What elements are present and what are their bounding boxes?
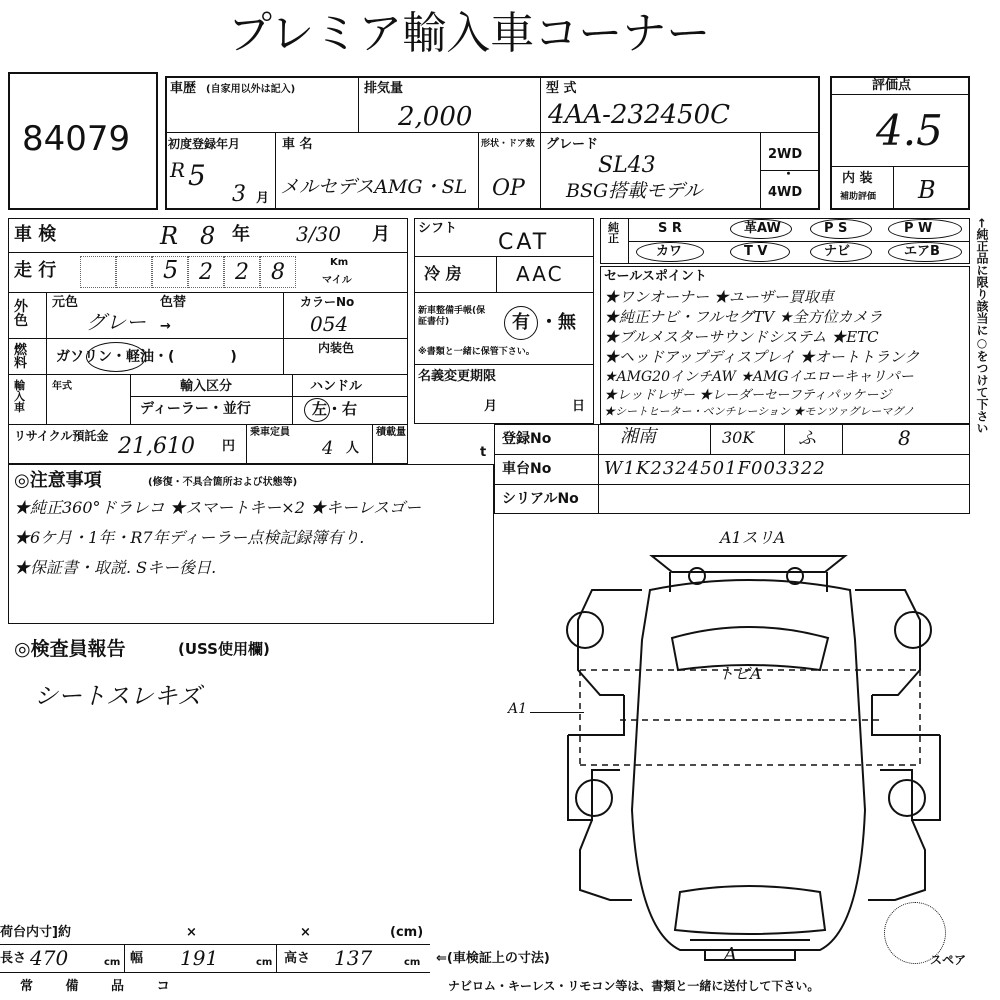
inspector-sub: (USS使用欄) [178,640,270,658]
registration-number: 8 [898,426,911,450]
width-unit: cm [256,957,273,968]
width-label: 幅 [130,951,144,966]
import-type-value: ディーラー・並行 [140,401,251,417]
equipment-item: P W [904,221,933,236]
exterior-arrow: → [160,319,171,334]
import-side-label: 輸入車 [14,379,25,414]
recycle-label: リサイクル預託金 [14,429,109,443]
exterior-orig-value: グレー [86,310,146,334]
mileage-label: 走 行 [14,260,57,281]
dims-x1: × [186,925,197,940]
chassis-value: W1K2324501F003322 [604,458,826,479]
equipment-circle [810,242,872,262]
registration-label: 登録No [502,431,552,447]
handle-value: 左・右 [312,400,358,418]
sales-point-line: ★純正ナビ・フルセグTV ★全方位カメラ [604,308,883,326]
sales-point-line: ★AMG20インチAW ★AMGイエローキャリパー [604,369,914,385]
exterior-orig-label: 元色 [52,295,79,310]
score-value: 4.5 [876,106,943,155]
handle-label: ハンドル [310,379,363,394]
equipment-item: ナビ [824,244,851,259]
fuel-options: ガソリン・軽油・( ) [56,349,237,365]
displacement-label: 排気量 [364,81,404,96]
lot-number: 84079 [22,119,131,159]
history-note: (自家用以外は記入) [206,84,296,95]
mileage-digit: 2 [235,260,249,285]
exterior-change-label: 色替 [160,295,187,310]
interior-label: 内 装 [842,171,873,186]
page-title: プレミア輸入車コーナー [228,8,711,59]
inspection-era: R [160,222,179,250]
inspector-value: シートスレキズ [34,682,202,710]
equipment-item: P S [824,221,848,236]
capacity-value: 4 [322,438,334,459]
inspection-year-unit: 年 [232,224,250,245]
load-unit: t [480,445,487,460]
mileage-digit: 5 [163,256,179,284]
equipment-item: エアB [904,244,940,259]
width-value: 191 [180,946,219,970]
equipment-item: カワ [656,244,683,259]
registration-kana: ふ [798,428,816,449]
exterior-label: 外色 [14,299,28,329]
equipment-circle [636,242,704,262]
equipment-circle [888,242,962,262]
load-label: 積載量 [376,427,406,438]
mileage-unit-km: Km [330,257,349,268]
capacity-unit: 人 [346,441,360,456]
notes-sub: (修復・不具合箇所および状態等) [148,477,298,488]
color-no-value: 054 [310,312,349,336]
drive-2wd: 2WD [768,147,803,162]
equipment-circle [730,242,790,262]
accessories-note: ナビロム・キーレス・リモコン等は、書類と一緒に送付して下さい。 [448,979,820,993]
serial-label: シリアルNo [502,491,579,507]
capacity-label: 乗車定員 [250,427,290,438]
length-unit: cm [104,957,121,968]
diagram-windshield-note: トビA [718,664,762,683]
equipment-label: 純正 [608,221,619,245]
shape-label: 形状・ドア数 [481,139,535,149]
interior-sublabel: 補助評価 [840,192,877,202]
shift-value: CAT [498,230,550,255]
inner-dims-label: 荷台内寸]約 [0,925,71,940]
inspection-label: 車 検 [14,224,57,245]
height-unit: cm [404,957,421,968]
sales-point-line: ★シートヒーター・ベンチレーション ★モンツァグレーマグノ [604,405,915,418]
sales-points-label: セールスポイント [604,269,707,284]
mileage-digit-box [80,256,116,288]
diagram-top-note: A1スリA [720,528,786,547]
mileage-digit: 2 [199,260,213,285]
warranty-label: 新車整備手帳(保証書付) [418,306,486,327]
grade-line1: SL43 [598,153,656,178]
shift-label: シフト [418,221,458,236]
car-name-label: 車 名 [282,137,313,152]
drive-4wd: 4WD [768,185,803,200]
name-change-day: 日 [572,399,586,414]
equipment-circle [730,219,792,239]
shape-value: OP [492,176,525,201]
notes-label: ◎注意事項 [14,470,102,491]
model-type-value: 4AA-232450C [548,100,731,130]
notes-line: ★保証書・取説. Sキー後日. [14,558,217,577]
fuel-selected-circle [86,342,146,372]
name-change-month: 月 [484,399,498,414]
import-type-label: 輸入区分 [180,379,233,394]
warranty-no: ・無 [540,312,576,333]
chassis-label: 車台No [502,461,552,477]
mileage-digit: 8 [271,260,285,285]
score-label: 評価点 [872,78,912,93]
dims-unit: (cm) [390,925,424,940]
equipment-item: T V [744,244,768,259]
history-label: 車歴 [170,81,197,96]
color-no-label: カラーNo [300,295,355,309]
spare-label: スペア [930,953,967,967]
ac-value: AAC [516,262,564,286]
height-label: 高さ [284,951,311,966]
notes-line: ★純正360°ドラレコ ★スマートキー×2 ★キーレスゴー [14,498,422,517]
car-name-value: メルセデスAMG・SL [280,176,468,198]
interior-value: B [918,176,936,204]
first-reg-era: R [170,158,186,182]
equipment-circle [810,219,872,239]
sales-point-line: ★ワンオーナー ★ユーザー買取車 [604,288,834,306]
warranty-yes: 有 [512,312,530,333]
recycle-value: 21,610 [118,434,195,459]
dims-x2: × [300,925,311,940]
dims-note: ⇐(車検証上の寸法) [436,951,550,966]
first-reg-year: 5 [188,159,206,192]
side-note: ←純正品に限り該当に○をつけて下さい [975,218,989,435]
equipment-item: 革AW [744,221,781,236]
first-reg-label: 初度登録年月 [168,137,241,151]
registration-area: 湘南 [620,426,656,447]
mileage-digit-box [116,256,152,288]
recycle-unit: 円 [222,439,236,454]
fuel-label: 燃料 [14,343,28,371]
name-change-label: 名義変更期限 [418,369,497,384]
notes-line: ★6ケ月・1年・R7年ディーラー点検記録簿有り. [14,528,365,547]
height-value: 137 [334,946,373,970]
import-year-label: 年式 [52,381,72,392]
first-reg-month-unit: 月 [256,191,270,206]
diagram-bottom-note: A [724,944,737,965]
first-reg-month: 3 [232,182,246,207]
model-type-label: 型 式 [546,81,577,96]
warranty-note: ※書類と一緒に保管下さい。 [418,347,535,357]
inspector-label: ◎検査員報告 [14,638,126,660]
mileage-unit-mile: マイル [322,275,352,286]
equipment-circle [888,219,962,239]
inspection-date: 3/30 [296,222,341,246]
grade-label: グレード [546,137,599,152]
accessories-label: 常 備 品 コ [20,979,184,994]
sales-point-line: ★レッドレザー ★レーダーセーフティパッケージ [604,388,892,403]
registration-class: 30K [722,428,755,447]
inspection-month-unit: 月 [372,224,390,245]
ac-label: 冷 房 [424,264,462,283]
interior-color-label: 内装色 [318,341,355,355]
diagram-side-note: A1 [508,701,528,717]
warranty-selected-circle [504,306,538,340]
grade-line2: BSG搭載モデル [566,180,703,202]
sales-point-line: ★ブルメスターサウンドシステム ★ETC [604,328,879,346]
inspection-year: 8 [200,222,216,250]
displacement-value: 2,000 [398,102,473,132]
length-value: 470 [30,946,69,970]
drive-dot: ・ [782,167,796,182]
handle-selected-circle [304,398,330,422]
equipment-item: S R [658,221,682,236]
length-label: 長さ [0,951,27,966]
sales-point-line: ★ヘッドアップディスプレイ ★オートトランク [604,348,920,366]
